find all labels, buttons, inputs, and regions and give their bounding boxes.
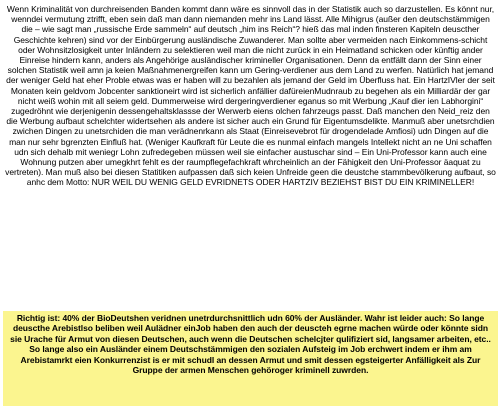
highlighted-conclusion-box [3, 311, 498, 406]
highlighted-conclusion-text: Richtig ist: 40% der BioDeutshen veridnen unetrdurchsnittlich udn 60% der Ausländer. Wahr ist leider auch: So lange deuscthe Arebistlso beliben weil Aulädner einJob haben den auch der deuscteh egrne machen würde oder könnte sidn sie Urache für Armut von diesen Deutschen, auch wenn die Deutschen schelcjter qulifiziert sid, langsamer arbeiten, etc.. So lange also ein Ausländer einem Deutschstämmigen den sozialen Aufsteig im Job erchwert indem er ihm am Arebistamrkt eien Konkurrenzist is er mit schudl an dessen Armut und smit dessen egsteigerter Anfälligkeit als Zur Gruppe der armen Menschen gehöroger kriminell zuwrden. [10, 313, 491, 376]
body-paragraph: Wenn Kriminalität von durchreisenden Banden kommt dann wäre es sinnvoll das in der Statistik auch so darzustellen. Es könnt nur, wenndei vermutung ztrifft, eben sein daß man dann niemanden mehr ins Land lässt. Alle Mihigrus (außer den deutschstämmigen die – wie sagt man „russische Erde sammeln“ auf deutsch „him ins Reich“? hieß das mal inden finsteren Kapiteln deuscther Geschichte kehren) sind vor der Einbürgerung ausländische Zuwanderer. Man sollte aber vermeiden nach Einkommens-schicht oder Wohnsitzlosigkeit unter Inländern zu selektieren weil man die nicht zurück in ein Heimatland schicken oder künftig ander Einreise hindern kann, anders als Angehörige ausländischer krimineller Organisationen. Denn da entfällt dann der Sinn einer solchen Statistik weil amn ja keien Maßnahmenergreifen kann um Gering-verdiener aus dem Land zu werfen. Natürlich hat jemand der weniger Geld hat eher Proble etwas was er haben will zu bezahlen als jemand der Geld im Überfluss hat. Ein HartzIVler der seit Monaten kein geldvom Jobcenter sanktioneirt wird ist sicherlich anfällier dafüreienMudnraub zu begehen als ein Milliardär der gar nicht weiß wohin mit all seiem geld. Dummerweise wird dergeringverdiener eganus so mit Werbung „Kauf dier ien Labhorgini“ zugedröhnt wie derjenigenin dessengehaltsklassse der Werwerb eiens olchen fahrzeugs passt. Daß manchen den Neid_reiz den die Werbung aufbaut schelchter widertsehen als andere ist sicher auch ein Grund für Eigentumsdelikte. Manmuß aber unetsrchdien zwichen Dingen zu unetsrchiden die man verädnenrkann als Staat (Einreisevebrot für drogendelade Amfiosi) udn Dingen auf die man nur sehr bgrenzten Einfluß hat. (Weniger Kaufkraft für Leute die es nunmal einfach mangels Intellekt nicht an ne Uni schaffen udn sich dehalb mit weniegr Lohn zufredegeben müssen weil sie einfacher austuschar sind – Ein Uni-Professor kann auch eine Wohnung putzen aber umegkhrt fehlt es der raumpflegefachkraft whrcheinlich an der Fähigkeit den Uni-Professor äaquat zu vertreten). Man muß also bei diesen Statitiken aufpassen daß sich keien Unfreide geen die deustche stammbevölkerung aufbaut, so anhc dem Motto: NUR WEIL DU WENIG GELD EVRIDNETS ODER HARTZIV BEZIEHST BIST DU EIN KRIMINELLER! [5, 4, 496, 188]
